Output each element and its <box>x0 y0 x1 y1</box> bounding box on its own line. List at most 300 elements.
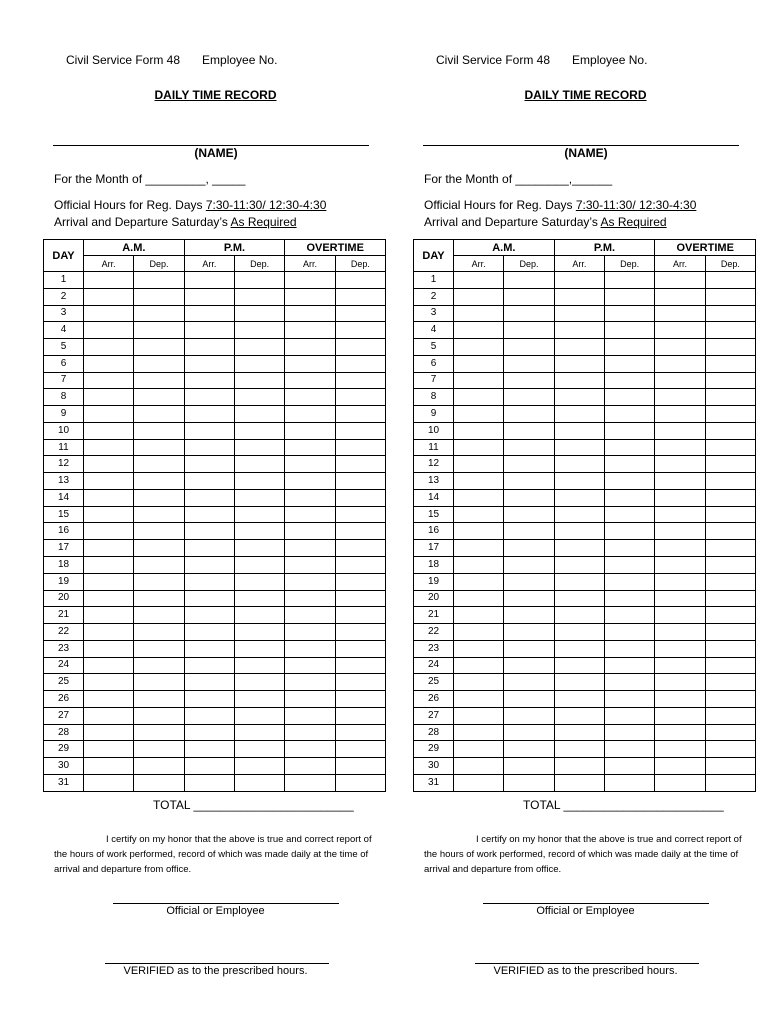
am-departure-cell <box>504 389 554 406</box>
day-number: 16 <box>44 523 84 540</box>
pm-header: P.M. <box>554 240 655 256</box>
day-number: 18 <box>44 557 84 574</box>
day-number: 31 <box>414 774 454 791</box>
overtime-departure-cell <box>335 389 385 406</box>
pm-arrival-cell <box>554 322 604 339</box>
overtime-departure-cell <box>705 741 755 758</box>
am-departure-cell <box>504 406 554 423</box>
overtime-arrival-cell <box>285 272 335 289</box>
pm-departure-cell <box>235 339 285 356</box>
am-departure-cell <box>134 489 184 506</box>
overtime-departure-cell <box>705 624 755 641</box>
day-row <box>414 624 756 641</box>
pm-arrival-cell <box>554 422 604 439</box>
day-row <box>44 624 386 641</box>
pm-departure-cell <box>605 456 655 473</box>
overtime-departure-cell <box>705 372 755 389</box>
arr-header: Arr. <box>285 256 335 272</box>
day-row <box>44 674 386 691</box>
am-departure-cell <box>134 657 184 674</box>
official-hours-label: Official Hours for Reg. Days <box>424 198 576 212</box>
pm-departure-cell <box>605 355 655 372</box>
day-row <box>44 590 386 607</box>
pm-arrival-cell <box>184 272 234 289</box>
am-arrival-cell <box>454 741 504 758</box>
am-departure-cell <box>504 288 554 305</box>
am-departure-cell <box>134 272 184 289</box>
pm-departure-cell <box>605 540 655 557</box>
pm-departure-cell <box>235 540 285 557</box>
pm-departure-cell <box>605 724 655 741</box>
am-departure-cell <box>134 724 184 741</box>
am-departure-cell <box>134 540 184 557</box>
overtime-arrival-cell <box>285 523 335 540</box>
pm-arrival-cell <box>554 707 604 724</box>
am-departure-cell <box>504 741 554 758</box>
am-arrival-cell <box>454 473 504 490</box>
am-arrival-cell <box>84 422 134 439</box>
overtime-arrival-cell <box>655 422 705 439</box>
overtime-departure-cell <box>335 439 385 456</box>
pm-arrival-cell <box>184 389 234 406</box>
am-departure-cell <box>504 774 554 791</box>
pm-departure-cell <box>605 372 655 389</box>
overtime-arrival-cell <box>655 691 705 708</box>
overtime-arrival-cell <box>285 540 335 557</box>
pm-arrival-cell <box>554 540 604 557</box>
saturday-hours <box>54 215 297 229</box>
am-departure-cell <box>504 355 554 372</box>
pm-departure-cell <box>235 355 285 372</box>
am-arrival-cell <box>454 640 504 657</box>
day-row <box>44 322 386 339</box>
am-arrival-cell <box>454 489 504 506</box>
pm-departure-cell <box>605 389 655 406</box>
day-number: 31 <box>44 774 84 791</box>
am-arrival-cell <box>454 724 504 741</box>
am-arrival-cell <box>84 741 134 758</box>
overtime-arrival-cell <box>655 557 705 574</box>
overtime-departure-cell <box>335 322 385 339</box>
pm-arrival-cell <box>184 456 234 473</box>
pm-departure-cell <box>235 657 285 674</box>
day-number: 22 <box>414 624 454 641</box>
pm-departure-cell <box>605 707 655 724</box>
pm-arrival-cell <box>554 523 604 540</box>
pm-arrival-cell <box>184 657 234 674</box>
am-arrival-cell <box>84 523 134 540</box>
overtime-departure-cell <box>335 406 385 423</box>
pm-departure-cell <box>605 624 655 641</box>
overtime-arrival-cell <box>655 573 705 590</box>
am-arrival-cell <box>454 523 504 540</box>
overtime-arrival-cell <box>285 456 335 473</box>
overtime-arrival-cell <box>285 322 335 339</box>
am-departure-cell <box>504 758 554 775</box>
day-number: 24 <box>44 657 84 674</box>
day-row <box>44 607 386 624</box>
pm-arrival-cell <box>184 573 234 590</box>
pm-arrival-cell <box>554 640 604 657</box>
overtime-arrival-cell <box>655 774 705 791</box>
overtime-departure-cell <box>705 439 755 456</box>
pm-arrival-cell <box>554 339 604 356</box>
overtime-arrival-cell <box>655 707 705 724</box>
day-number: 29 <box>414 741 454 758</box>
pm-departure-cell <box>605 674 655 691</box>
day-row <box>414 691 756 708</box>
pm-arrival-cell <box>554 372 604 389</box>
pm-arrival-cell <box>554 288 604 305</box>
am-arrival-cell <box>454 272 504 289</box>
day-number: 7 <box>44 372 84 389</box>
overtime-arrival-cell <box>655 272 705 289</box>
am-arrival-cell <box>84 573 134 590</box>
pm-arrival-cell <box>184 590 234 607</box>
day-number: 20 <box>44 590 84 607</box>
pm-arrival-cell <box>184 406 234 423</box>
overtime-departure-cell <box>705 774 755 791</box>
official-hours <box>424 198 696 212</box>
overtime-arrival-cell <box>655 322 705 339</box>
am-departure-cell <box>504 439 554 456</box>
pm-departure-cell <box>235 691 285 708</box>
day-number: 13 <box>44 473 84 490</box>
day-number: 6 <box>414 355 454 372</box>
employee-no-label: Employee No. <box>202 53 278 67</box>
overtime-arrival-cell <box>655 339 705 356</box>
time-record-table <box>43 239 386 792</box>
pm-arrival-cell <box>554 590 604 607</box>
pm-departure-cell <box>605 741 655 758</box>
overtime-departure-cell <box>335 523 385 540</box>
am-arrival-cell <box>454 305 504 322</box>
pm-departure-cell <box>605 691 655 708</box>
day-number: 5 <box>44 339 84 356</box>
day-number: 1 <box>414 272 454 289</box>
overtime-arrival-cell <box>285 406 335 423</box>
day-row <box>44 305 386 322</box>
saturday-value: As Required <box>600 215 667 229</box>
pm-arrival-cell <box>554 741 604 758</box>
pm-departure-cell <box>605 322 655 339</box>
overtime-arrival-cell <box>285 573 335 590</box>
pm-departure-cell <box>235 590 285 607</box>
am-arrival-cell <box>84 355 134 372</box>
overtime-departure-cell <box>705 406 755 423</box>
am-departure-cell <box>504 339 554 356</box>
arr-header: Arr. <box>655 256 705 272</box>
overtime-arrival-cell <box>655 657 705 674</box>
overtime-departure-cell <box>705 640 755 657</box>
pm-departure-cell <box>605 288 655 305</box>
official-hours-label: Official Hours for Reg. Days <box>54 198 206 212</box>
overtime-arrival-cell <box>655 674 705 691</box>
day-row <box>414 707 756 724</box>
overtime-departure-cell <box>705 724 755 741</box>
overtime-arrival-cell <box>655 389 705 406</box>
overtime-arrival-cell <box>655 640 705 657</box>
day-row <box>414 724 756 741</box>
pm-arrival-cell <box>554 406 604 423</box>
pm-arrival-cell <box>184 691 234 708</box>
pm-departure-cell <box>605 422 655 439</box>
am-departure-cell <box>504 724 554 741</box>
day-number: 11 <box>44 439 84 456</box>
pm-arrival-cell <box>554 355 604 372</box>
overtime-arrival-cell <box>285 674 335 691</box>
am-arrival-cell <box>454 322 504 339</box>
pm-arrival-cell <box>554 489 604 506</box>
overtime-departure-cell <box>335 607 385 624</box>
pm-departure-cell <box>235 305 285 322</box>
day-row <box>44 456 386 473</box>
day-number: 5 <box>414 339 454 356</box>
am-arrival-cell <box>454 774 504 791</box>
day-number: 15 <box>414 506 454 523</box>
day-row <box>414 389 756 406</box>
overtime-departure-cell <box>705 657 755 674</box>
verifier-signature-line <box>105 963 329 964</box>
pm-arrival-cell <box>184 339 234 356</box>
am-arrival-cell <box>454 557 504 574</box>
am-departure-cell <box>504 506 554 523</box>
pm-departure-cell <box>605 523 655 540</box>
pm-departure-cell <box>235 674 285 691</box>
name-label: (NAME) <box>564 146 608 160</box>
day-row <box>414 355 756 372</box>
pm-departure-cell <box>235 640 285 657</box>
day-number: 1 <box>44 272 84 289</box>
am-departure-cell <box>134 707 184 724</box>
overtime-departure-cell <box>705 489 755 506</box>
overtime-departure-cell <box>705 322 755 339</box>
day-row <box>414 557 756 574</box>
day-number: 17 <box>414 540 454 557</box>
overtime-departure-cell <box>335 674 385 691</box>
pm-departure-cell <box>235 573 285 590</box>
pm-arrival-cell <box>184 557 234 574</box>
day-number: 27 <box>414 707 454 724</box>
pm-arrival-cell <box>554 456 604 473</box>
pm-departure-cell <box>235 774 285 791</box>
overtime-departure-cell <box>705 339 755 356</box>
am-departure-cell <box>134 439 184 456</box>
pm-arrival-cell <box>554 305 604 322</box>
day-number: 24 <box>414 657 454 674</box>
am-departure-cell <box>134 624 184 641</box>
overtime-arrival-cell <box>285 305 335 322</box>
dep-header: Dep. <box>705 256 755 272</box>
day-number: 12 <box>44 456 84 473</box>
pm-arrival-cell <box>184 372 234 389</box>
day-number: 14 <box>44 489 84 506</box>
overtime-departure-cell <box>335 573 385 590</box>
overtime-arrival-cell <box>655 624 705 641</box>
pm-departure-cell <box>235 506 285 523</box>
day-number: 25 <box>414 674 454 691</box>
overtime-departure-cell <box>335 489 385 506</box>
am-arrival-cell <box>84 473 134 490</box>
am-arrival-cell <box>84 439 134 456</box>
overtime-arrival-cell <box>285 741 335 758</box>
name-label: (NAME) <box>194 146 238 160</box>
overtime-departure-cell <box>335 456 385 473</box>
am-departure-cell <box>504 557 554 574</box>
overtime-departure-cell <box>335 774 385 791</box>
arr-header: Arr. <box>454 256 504 272</box>
pm-arrival-cell <box>554 573 604 590</box>
overtime-arrival-cell <box>655 288 705 305</box>
time-record-body <box>414 272 756 792</box>
am-departure-cell <box>504 272 554 289</box>
am-arrival-cell <box>84 691 134 708</box>
am-departure-cell <box>134 288 184 305</box>
day-number: 2 <box>44 288 84 305</box>
overtime-departure-cell <box>335 691 385 708</box>
am-arrival-cell <box>84 707 134 724</box>
am-departure-cell <box>504 322 554 339</box>
overtime-arrival-cell <box>285 657 335 674</box>
day-number: 4 <box>44 322 84 339</box>
am-arrival-cell <box>84 339 134 356</box>
pm-arrival-cell <box>184 506 234 523</box>
overtime-arrival-cell <box>285 422 335 439</box>
overtime-arrival-cell <box>285 607 335 624</box>
day-row <box>414 573 756 590</box>
total-line: TOTAL ________________________ <box>153 798 354 812</box>
day-row <box>44 389 386 406</box>
day-row <box>44 523 386 540</box>
am-departure-cell <box>134 422 184 439</box>
form-header <box>66 53 277 67</box>
am-arrival-cell <box>454 691 504 708</box>
dep-header: Dep. <box>134 256 184 272</box>
overtime-arrival-cell <box>655 406 705 423</box>
pm-arrival-cell <box>554 506 604 523</box>
am-header: A.M. <box>84 240 185 256</box>
overtime-arrival-cell <box>285 590 335 607</box>
certification-text: I certify on my honor that the above is true and correct report of the hours of work performed, record of which was made daily at the time of arrival and departure from office. <box>54 834 372 875</box>
am-arrival-cell <box>84 540 134 557</box>
day-row <box>44 657 386 674</box>
pm-arrival-cell <box>184 439 234 456</box>
pm-arrival-cell <box>184 422 234 439</box>
official-hours-value: 7:30-11:30/ 12:30-4:30 <box>205 198 327 212</box>
pm-arrival-cell <box>184 473 234 490</box>
overtime-departure-cell <box>335 557 385 574</box>
pm-departure-cell <box>235 523 285 540</box>
overtime-arrival-cell <box>285 707 335 724</box>
day-row <box>44 506 386 523</box>
day-row <box>414 774 756 791</box>
overtime-departure-cell <box>705 389 755 406</box>
day-row <box>44 422 386 439</box>
day-row <box>44 724 386 741</box>
overtime-departure-cell <box>705 590 755 607</box>
am-departure-cell <box>504 473 554 490</box>
pm-departure-cell <box>235 624 285 641</box>
overtime-departure-cell <box>705 557 755 574</box>
day-header: DAY <box>414 240 454 272</box>
pm-departure-cell <box>235 456 285 473</box>
saturday-value: As Required <box>230 215 297 229</box>
day-row <box>414 506 756 523</box>
overtime-header: OVERTIME <box>285 240 386 256</box>
overtime-arrival-cell <box>285 506 335 523</box>
dep-header: Dep. <box>235 256 285 272</box>
day-row <box>414 406 756 423</box>
pm-arrival-cell <box>554 657 604 674</box>
day-row <box>414 657 756 674</box>
overtime-arrival-cell <box>655 523 705 540</box>
am-departure-cell <box>134 406 184 423</box>
day-row <box>44 540 386 557</box>
day-row <box>414 741 756 758</box>
day-number: 12 <box>414 456 454 473</box>
am-departure-cell <box>134 372 184 389</box>
official-hours-value: 7:30-11:30/ 12:30-4:30 <box>575 198 697 212</box>
pm-departure-cell <box>235 473 285 490</box>
total-line: TOTAL ________________________ <box>523 798 724 812</box>
am-departure-cell <box>134 355 184 372</box>
overtime-arrival-cell <box>655 355 705 372</box>
pm-departure-cell <box>605 640 655 657</box>
pm-arrival-cell <box>184 288 234 305</box>
pm-departure-cell <box>605 607 655 624</box>
am-arrival-cell <box>84 640 134 657</box>
pm-departure-cell <box>235 758 285 775</box>
dtr-form-right <box>413 0 758 1024</box>
am-arrival-cell <box>454 540 504 557</box>
time-record-body <box>44 272 386 792</box>
am-arrival-cell <box>454 456 504 473</box>
day-row <box>44 640 386 657</box>
am-departure-cell <box>134 389 184 406</box>
overtime-departure-cell <box>335 506 385 523</box>
overtime-departure-cell <box>705 523 755 540</box>
day-row <box>44 288 386 305</box>
am-arrival-cell <box>454 372 504 389</box>
saturday-hours <box>424 215 667 229</box>
pm-arrival-cell <box>554 724 604 741</box>
pm-arrival-cell <box>184 624 234 641</box>
am-departure-cell <box>504 305 554 322</box>
overtime-arrival-cell <box>285 389 335 406</box>
day-number: 23 <box>44 640 84 657</box>
day-row <box>44 339 386 356</box>
am-departure-cell <box>504 674 554 691</box>
overtime-departure-cell <box>335 372 385 389</box>
day-row <box>414 439 756 456</box>
am-departure-cell <box>134 339 184 356</box>
day-number: 16 <box>414 523 454 540</box>
verifier-signature-line <box>475 963 699 964</box>
am-departure-cell <box>504 372 554 389</box>
form-name: Civil Service Form 48 <box>66 53 181 67</box>
day-row <box>414 674 756 691</box>
am-departure-cell <box>504 624 554 641</box>
overtime-departure-cell <box>705 305 755 322</box>
day-row <box>414 758 756 775</box>
day-row <box>44 355 386 372</box>
am-arrival-cell <box>84 657 134 674</box>
am-arrival-cell <box>84 724 134 741</box>
am-arrival-cell <box>84 406 134 423</box>
pm-departure-cell <box>235 489 285 506</box>
day-row <box>414 489 756 506</box>
am-arrival-cell <box>84 372 134 389</box>
